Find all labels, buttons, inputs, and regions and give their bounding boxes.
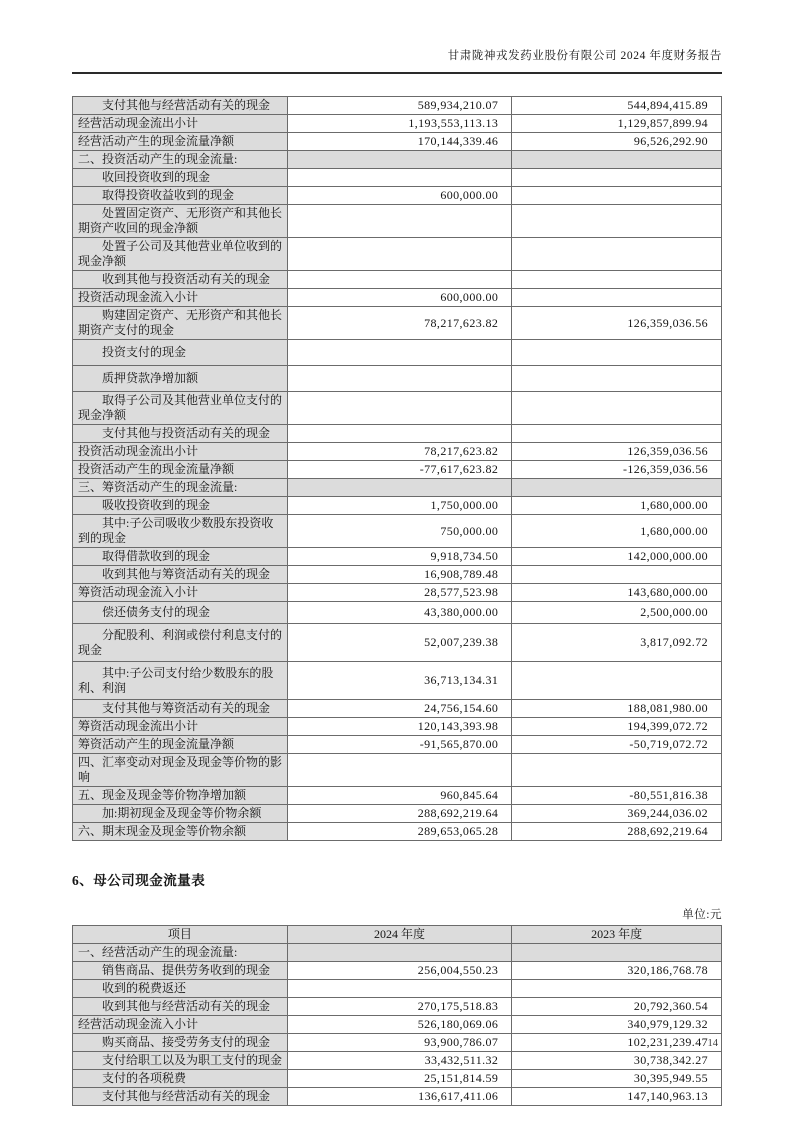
item-cell: 支付其他与筹资活动有关的现金 bbox=[73, 700, 288, 718]
item-cell: 收回投资收到的现金 bbox=[73, 169, 288, 187]
value-2023-cell bbox=[512, 392, 722, 425]
item-cell: 五、现金及现金等价物净增加额 bbox=[73, 787, 288, 805]
value-2023-cell bbox=[512, 169, 722, 187]
table-row bbox=[73, 307, 722, 340]
value-2024-cell: 270,175,518.83 bbox=[288, 998, 513, 1016]
item-cell: 经营活动现金流入小计 bbox=[73, 1016, 288, 1034]
item-cell: 其中:子公司吸收少数股东投资收到的现金 bbox=[73, 515, 288, 548]
value-2024-cell bbox=[288, 205, 513, 238]
value-2023-cell: 147,140,963.13 bbox=[512, 1088, 722, 1106]
table-row bbox=[73, 497, 722, 515]
value-2023-cell: 2,500,000.00 bbox=[512, 602, 722, 624]
value-2023-cell bbox=[512, 238, 722, 271]
value-2024-cell: 9,918,734.50 bbox=[288, 548, 513, 566]
value-2023-cell: 30,395,949.55 bbox=[512, 1070, 722, 1088]
table-row bbox=[73, 1070, 722, 1088]
item-cell: 收到其他与筹资活动有关的现金 bbox=[73, 566, 288, 584]
value-2023-cell bbox=[512, 662, 722, 700]
item-cell: 分配股利、利润或偿付利息支付的现金 bbox=[73, 624, 288, 662]
item-cell: 投资活动现金流入小计 bbox=[73, 289, 288, 307]
table-row bbox=[73, 187, 722, 205]
value-2023-cell bbox=[512, 340, 722, 366]
value-2024-cell: 36,713,134.31 bbox=[288, 662, 513, 700]
value-2023-cell: -126,359,036.56 bbox=[512, 461, 722, 479]
section-heading: 6、母公司现金流量表 bbox=[72, 873, 206, 888]
page-header: 甘肃陇神戎发药业股份有限公司 2024 年度财务报告 bbox=[72, 47, 722, 74]
value-2023-cell: 20,792,360.54 bbox=[512, 998, 722, 1016]
value-2024-cell bbox=[288, 754, 513, 787]
value-2023-cell: 142,000,000.00 bbox=[512, 548, 722, 566]
value-2024-cell bbox=[288, 944, 513, 962]
value-2024-cell: 600,000.00 bbox=[288, 289, 513, 307]
value-2023-cell: 126,359,036.56 bbox=[512, 307, 722, 340]
value-2023-cell bbox=[512, 754, 722, 787]
value-2023-cell: 102,231,239.47 bbox=[512, 1034, 722, 1052]
page-number: 14 bbox=[707, 1038, 718, 1049]
value-2024-cell: -91,565,870.00 bbox=[288, 736, 513, 754]
value-2023-cell: 1,129,857,899.94 bbox=[512, 115, 722, 133]
value-2023-cell: 288,692,219.64 bbox=[512, 823, 722, 841]
value-2024-cell: 256,004,550.23 bbox=[288, 962, 513, 980]
table-row bbox=[73, 980, 722, 998]
item-cell: 筹资活动现金流出小计 bbox=[73, 718, 288, 736]
parent-company-cash-flow-table bbox=[72, 925, 722, 1106]
value-2024-cell: 600,000.00 bbox=[288, 187, 513, 205]
value-2023-cell: 143,680,000.00 bbox=[512, 584, 722, 602]
value-2023-cell: 30,738,342.27 bbox=[512, 1052, 722, 1070]
item-cell: 收到的税费返还 bbox=[73, 980, 288, 998]
consolidated-cash-flow-table-continued bbox=[72, 96, 722, 841]
value-2024-cell: 1,750,000.00 bbox=[288, 497, 513, 515]
value-2023-cell: 194,399,072.72 bbox=[512, 718, 722, 736]
value-2024-cell: -77,617,623.82 bbox=[288, 461, 513, 479]
table-row bbox=[73, 515, 722, 548]
item-cell: 支付给职工以及为职工支付的现金 bbox=[73, 1052, 288, 1070]
value-2024-cell: 78,217,623.82 bbox=[288, 443, 513, 461]
item-cell: 筹资活动产生的现金流量净额 bbox=[73, 736, 288, 754]
item-cell: 销售商品、提供劳务收到的现金 bbox=[73, 962, 288, 980]
value-2024-cell bbox=[288, 980, 513, 998]
value-2023-cell bbox=[512, 980, 722, 998]
value-2023-cell bbox=[512, 366, 722, 392]
value-2023-cell: 3,817,092.72 bbox=[512, 624, 722, 662]
table-row bbox=[73, 392, 722, 425]
value-2024-cell bbox=[288, 169, 513, 187]
table-row bbox=[73, 271, 722, 289]
table-row bbox=[73, 461, 722, 479]
value-2023-cell bbox=[512, 425, 722, 443]
value-2024-cell: 526,180,069.06 bbox=[288, 1016, 513, 1034]
column-header: 2024 年度 bbox=[288, 926, 513, 944]
item-cell: 三、筹资活动产生的现金流量: bbox=[73, 479, 288, 497]
value-2023-cell bbox=[512, 187, 722, 205]
value-2024-cell: 170,144,339.46 bbox=[288, 133, 513, 151]
table-row bbox=[73, 602, 722, 624]
value-2023-cell bbox=[512, 479, 722, 497]
table-row bbox=[73, 289, 722, 307]
item-cell: 二、投资活动产生的现金流量: bbox=[73, 151, 288, 169]
item-cell: 六、期末现金及现金等价物余额 bbox=[73, 823, 288, 841]
value-2024-cell: 28,577,523.98 bbox=[288, 584, 513, 602]
value-2024-cell: 1,193,553,113.13 bbox=[288, 115, 513, 133]
value-2024-cell: 93,900,786.07 bbox=[288, 1034, 513, 1052]
section-row bbox=[73, 479, 722, 497]
item-cell: 投资活动现金流出小计 bbox=[73, 443, 288, 461]
value-2024-cell: 750,000.00 bbox=[288, 515, 513, 548]
item-cell: 收到其他与经营活动有关的现金 bbox=[73, 998, 288, 1016]
unit-label: 单位:元 bbox=[682, 909, 722, 921]
value-2023-cell bbox=[512, 151, 722, 169]
table-row bbox=[73, 425, 722, 443]
item-cell: 处置固定资产、无形资产和其他长期资产收回的现金净额 bbox=[73, 205, 288, 238]
item-cell: 质押贷款净增加额 bbox=[73, 366, 288, 392]
value-2024-cell: 78,217,623.82 bbox=[288, 307, 513, 340]
value-2024-cell bbox=[288, 366, 513, 392]
value-2024-cell: 288,692,219.64 bbox=[288, 805, 513, 823]
table-row bbox=[73, 736, 722, 754]
item-cell: 经营活动现金流出小计 bbox=[73, 115, 288, 133]
value-2024-cell: 25,151,814.59 bbox=[288, 1070, 513, 1088]
item-cell: 支付其他与经营活动有关的现金 bbox=[73, 1088, 288, 1106]
table-row bbox=[73, 787, 722, 805]
table-row bbox=[73, 718, 722, 736]
item-cell: 经营活动产生的现金流量净额 bbox=[73, 133, 288, 151]
item-cell: 四、汇率变动对现金及现金等价物的影响 bbox=[73, 754, 288, 787]
value-2023-cell bbox=[512, 205, 722, 238]
value-2024-cell: 43,380,000.00 bbox=[288, 602, 513, 624]
value-2024-cell bbox=[288, 479, 513, 497]
table-row bbox=[73, 366, 722, 392]
value-2024-cell: 16,908,789.48 bbox=[288, 566, 513, 584]
item-cell: 投资活动产生的现金流量净额 bbox=[73, 461, 288, 479]
item-cell: 取得子公司及其他营业单位支付的现金净额 bbox=[73, 392, 288, 425]
item-cell: 筹资活动现金流入小计 bbox=[73, 584, 288, 602]
value-2023-cell: 188,081,980.00 bbox=[512, 700, 722, 718]
value-2024-cell: 52,007,239.38 bbox=[288, 624, 513, 662]
section-row bbox=[73, 944, 722, 962]
item-cell: 支付其他与经营活动有关的现金 bbox=[73, 97, 288, 115]
item-cell: 加:期初现金及现金等价物余额 bbox=[73, 805, 288, 823]
value-2023-cell: 369,244,036.02 bbox=[512, 805, 722, 823]
table-row bbox=[73, 169, 722, 187]
item-cell: 支付的各项税费 bbox=[73, 1070, 288, 1088]
value-2023-cell: -50,719,072.72 bbox=[512, 736, 722, 754]
table-row bbox=[73, 340, 722, 366]
table-row bbox=[73, 238, 722, 271]
value-2024-cell bbox=[288, 238, 513, 271]
table-row bbox=[73, 133, 722, 151]
item-cell: 其中:子公司支付给少数股东的股利、利润 bbox=[73, 662, 288, 700]
section-row bbox=[73, 151, 722, 169]
table-row bbox=[73, 700, 722, 718]
value-2023-cell bbox=[512, 944, 722, 962]
table-row bbox=[73, 962, 722, 980]
table-row bbox=[73, 754, 722, 787]
value-2023-cell: 1,680,000.00 bbox=[512, 497, 722, 515]
item-cell: 购建固定资产、无形资产和其他长期资产支付的现金 bbox=[73, 307, 288, 340]
value-2024-cell: 120,143,393.98 bbox=[288, 718, 513, 736]
page-content bbox=[72, 96, 722, 1106]
table-row bbox=[73, 1016, 722, 1034]
value-2024-cell bbox=[288, 425, 513, 443]
value-2023-cell: 126,359,036.56 bbox=[512, 443, 722, 461]
value-2023-cell: 1,680,000.00 bbox=[512, 515, 722, 548]
value-2024-cell bbox=[288, 392, 513, 425]
column-header: 2023 年度 bbox=[512, 926, 722, 944]
item-cell: 支付其他与投资活动有关的现金 bbox=[73, 425, 288, 443]
item-cell: 收到其他与投资活动有关的现金 bbox=[73, 271, 288, 289]
item-cell: 投资支付的现金 bbox=[73, 340, 288, 366]
value-2024-cell: 960,845.64 bbox=[288, 787, 513, 805]
table-row bbox=[73, 1052, 722, 1070]
item-cell: 取得投资收益收到的现金 bbox=[73, 187, 288, 205]
value-2023-cell: 96,526,292.90 bbox=[512, 133, 722, 151]
value-2024-cell: 24,756,154.60 bbox=[288, 700, 513, 718]
table-row bbox=[73, 97, 722, 115]
item-cell: 处置子公司及其他营业单位收到的现金净额 bbox=[73, 238, 288, 271]
item-cell: 一、经营活动产生的现金流量: bbox=[73, 944, 288, 962]
item-cell: 购买商品、接受劳务支付的现金 bbox=[73, 1034, 288, 1052]
table-row bbox=[73, 584, 722, 602]
value-2024-cell: 136,617,411.06 bbox=[288, 1088, 513, 1106]
table-row bbox=[73, 115, 722, 133]
item-cell: 偿还债务支付的现金 bbox=[73, 602, 288, 624]
table-row bbox=[73, 662, 722, 700]
table-header-row bbox=[73, 926, 722, 944]
table-row bbox=[73, 548, 722, 566]
table-row bbox=[73, 205, 722, 238]
item-cell: 取得借款收到的现金 bbox=[73, 548, 288, 566]
value-2024-cell: 33,432,511.32 bbox=[288, 1052, 513, 1070]
table-row bbox=[73, 998, 722, 1016]
value-2023-cell bbox=[512, 289, 722, 307]
value-2024-cell: 589,934,210.07 bbox=[288, 97, 513, 115]
table-row bbox=[73, 566, 722, 584]
value-2024-cell bbox=[288, 151, 513, 169]
table-row bbox=[73, 624, 722, 662]
item-cell: 吸收投资收到的现金 bbox=[73, 497, 288, 515]
value-2023-cell bbox=[512, 566, 722, 584]
value-2023-cell: 320,186,768.78 bbox=[512, 962, 722, 980]
table-row bbox=[73, 823, 722, 841]
table-row bbox=[73, 1088, 722, 1106]
column-header: 项目 bbox=[73, 926, 288, 944]
value-2023-cell: 544,894,415.89 bbox=[512, 97, 722, 115]
value-2023-cell: 340,979,129.32 bbox=[512, 1016, 722, 1034]
value-2023-cell bbox=[512, 271, 722, 289]
value-2024-cell bbox=[288, 271, 513, 289]
table-row bbox=[73, 443, 722, 461]
value-2024-cell bbox=[288, 340, 513, 366]
table-row bbox=[73, 805, 722, 823]
value-2023-cell: -80,551,816.38 bbox=[512, 787, 722, 805]
value-2024-cell: 289,653,065.28 bbox=[288, 823, 513, 841]
